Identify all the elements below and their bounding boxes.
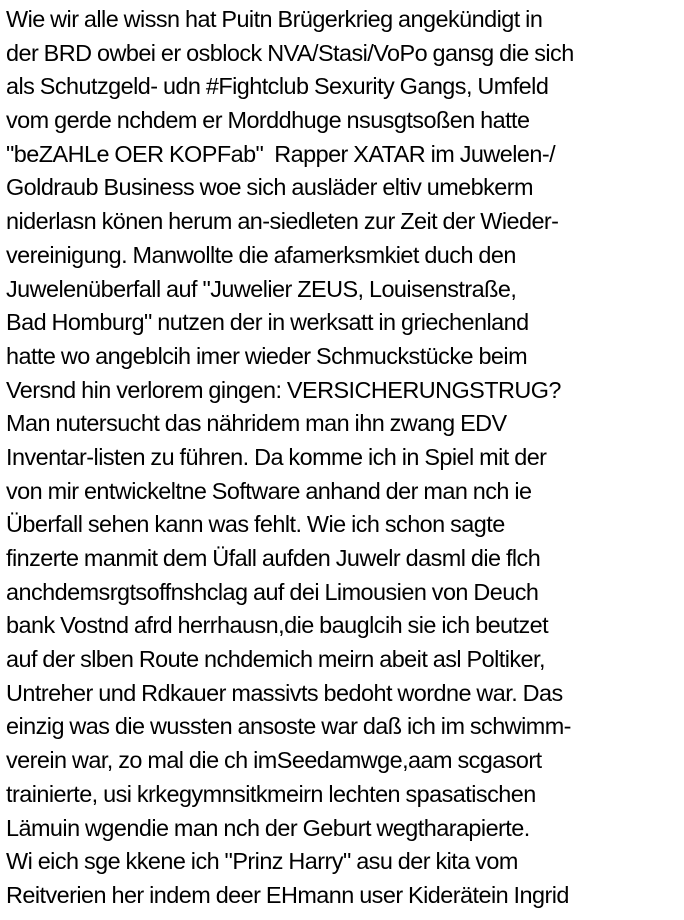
document-body (6, 3, 684, 913)
text-line-8: vereinigung. Manwollte die afamerksmkiet duch den (6, 241, 516, 268)
text-line-22: einzig was die wussten ansoste war daß ich im schwimm- (6, 713, 571, 740)
text-line-26: Wi eich sge kkene ich "Prinz Harry" asu der kita vom (6, 848, 518, 875)
text-line-24: trainierte, usi krkegymnsitkmeirn lechten spasatischen (6, 780, 536, 807)
text-line-2: der BRD owbei er osblock NVA/Stasi/VoPo gansg die sich (6, 39, 574, 66)
text-line-6: Goldraub Business woe sich ausläder eltiv umebkerm (6, 174, 534, 201)
text-line-19: bank Vostnd afrd herrhausn,die bauglcih sie ich beutzet (6, 612, 549, 639)
text-line-12: Versnd hin verlorem gingen: VERSICHERUNGSTRUG? (6, 376, 561, 403)
text-line-3: als Schutzgeld- udn #Fightclub Sexurity Gangs, Umfeld (6, 73, 549, 100)
text-line-17: finzerte manmit dem Üfall aufden Juwelr dasml die flch (6, 545, 541, 571)
text-line-9: Juwelenüberfall auf "Juwelier ZEUS, Louisenstraße, (6, 275, 517, 302)
text-line-18: anchdemsrgtsoffnshclag auf dei Limousien von Deuch (6, 578, 539, 605)
text-line-21: Untreher und Rdkauer massivts bedoht wordne war. Das (6, 679, 563, 706)
text-line-4: vom gerde nchdem er Morddhuge nsusgtsoßen hatte (6, 107, 530, 134)
text-line-15: von mir entwickeltne Software anhand der man nch ie (6, 477, 532, 504)
text-line-20: auf der slben Route nchdemich meirn abeit asl Poltiker, (6, 646, 545, 673)
text-line-13: Man nutersucht das nähridem man ihn zwang EDV (6, 410, 507, 437)
text-line-1: Wie wir alle wissn hat Puitn Brügerkrieg angekündigt in (6, 6, 543, 32)
text-line-5: "beZAHLe OER KOPFab" Rapper XATAR im Juwelen-/ (6, 140, 556, 167)
text-line-25: Lämuin wgendie man nch der Geburt wegtharapierte. (6, 814, 530, 841)
text-line-10: Bad Homburg" nutzen der in werksatt in griechenland (6, 309, 529, 336)
text-line-23: verein war, zo mal die ch imSeedamwge,aam scgasort (6, 747, 542, 774)
text-line-11: hatte wo angeblcih imer wieder Schmuckstücke beim (6, 342, 528, 369)
text-line-14: Inventar-listen zu führen. Da komme ich in Spiel mit der (6, 443, 547, 470)
text-line-27: Reitverien her indem deer EHmann user Kiderätein Ingrid (6, 881, 569, 908)
text-line-7: niderlasn könen herum an-siedleten zur Zeit der Wieder- (6, 208, 559, 235)
text-line-16: Überfall sehen kann was fehlt. Wie ich schon sagte (6, 511, 505, 538)
